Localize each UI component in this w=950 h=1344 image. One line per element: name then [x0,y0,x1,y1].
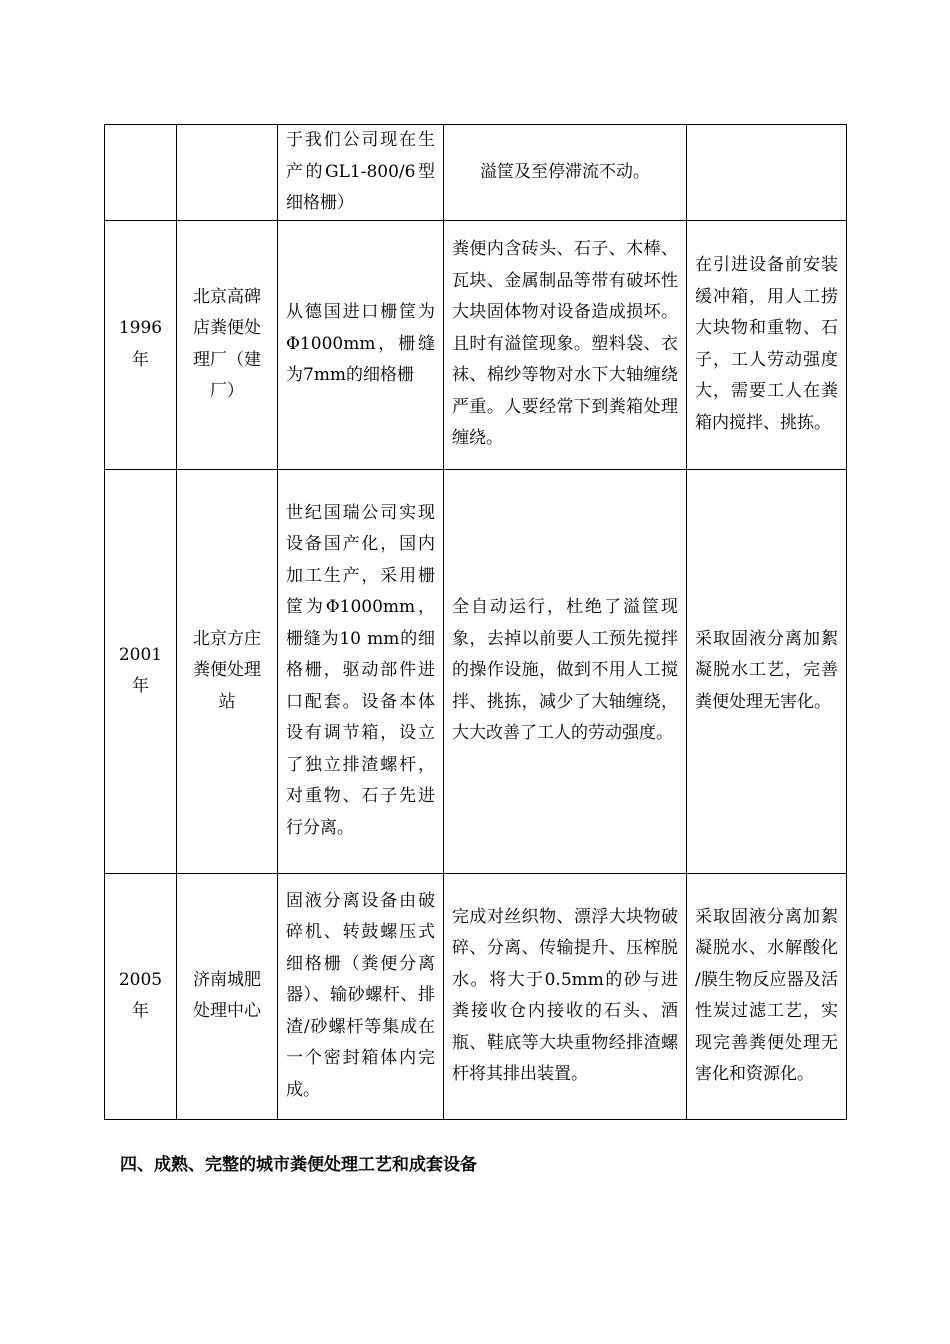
result-cell: 全自动运行，杜绝了溢筐现象，去掉以前要人工预先搅拌的操作设施，做到不用人工搅拌、挑拣，减少了大轴缠绕，大大改善了工人的劳动强度。 [444,469,687,873]
table-row [105,220,847,469]
table-row [105,873,847,1119]
measures-cell: 采取固液分离加絮凝脱水工艺，完善粪便处理无害化。 [687,469,847,873]
location-cell: 北京高碑店粪便处理厂（建厂） [177,220,278,469]
year-cell: 2005年 [105,873,177,1119]
equipment-cell: 世纪国瑞公司实现设备国产化，国内加工生产，采用栅筐为Φ1000mm，栅缝为10 mm的细格栅，驱动部件进口配套。设备本体设有调节箱，设立了独立排渣螺杆，对重物、石子先进行分离。 [278,469,444,873]
location-cell [177,125,278,221]
year-cell: 2001年 [105,469,177,873]
section-heading: 四、成熟、完整的城市粪便处理工艺和成套设备 [120,1155,477,1175]
table-row [105,125,847,221]
table-row [105,469,847,873]
measures-cell [687,125,847,221]
measures-cell: 采取固液分离加絮凝脱水、水解酸化 /膜生物反应器及活性炭过滤工艺，实现完善粪便处理无害化和资源化。 [687,873,847,1119]
equipment-cell: 于我们公司现在生产的GL1-800/6型细格栅） [278,125,444,221]
result-cell: 粪便内含砖头、石子、木棒、瓦块、金属制品等带有破坏性大块固体物对设备造成损坏。且时有溢筐现象。塑料袋、衣袜、棉纱等物对水下大轴缠绕严重。人要经常下到粪箱处理缠绕。 [444,220,687,469]
location-cell: 济南城肥处理中心 [177,873,278,1119]
equipment-cell: 固液分离设备由破碎机、转鼓螺压式细格栅（粪便分离器）、输砂螺杆、排渣/砂螺杆等集成在一个密封箱体内完成。 [278,873,444,1119]
location-cell: 北京方庄粪便处理站 [177,469,278,873]
year-cell [105,125,177,221]
history-table [104,124,847,1120]
year-cell: 1996年 [105,220,177,469]
equipment-cell: 从德国进口栅筐为Φ1000mm，栅缝为7mm的细格栅 [278,220,444,469]
result-cell: 溢筐及至停滞流不动。 [444,125,687,221]
measures-cell: 在引进设备前安装缓冲箱，用人工捞大块物和重物、石子，工人劳动强度大，需要工人在粪箱内搅拌、挑拣。 [687,220,847,469]
result-cell: 完成对丝织物、漂浮大块物破碎、分离、传输提升、压榨脱水。将大于0.5mm的砂与进粪接收仓内接收的石头、酒瓶、鞋底等大块重物经排渣螺杆将其排出装置。 [444,873,687,1119]
